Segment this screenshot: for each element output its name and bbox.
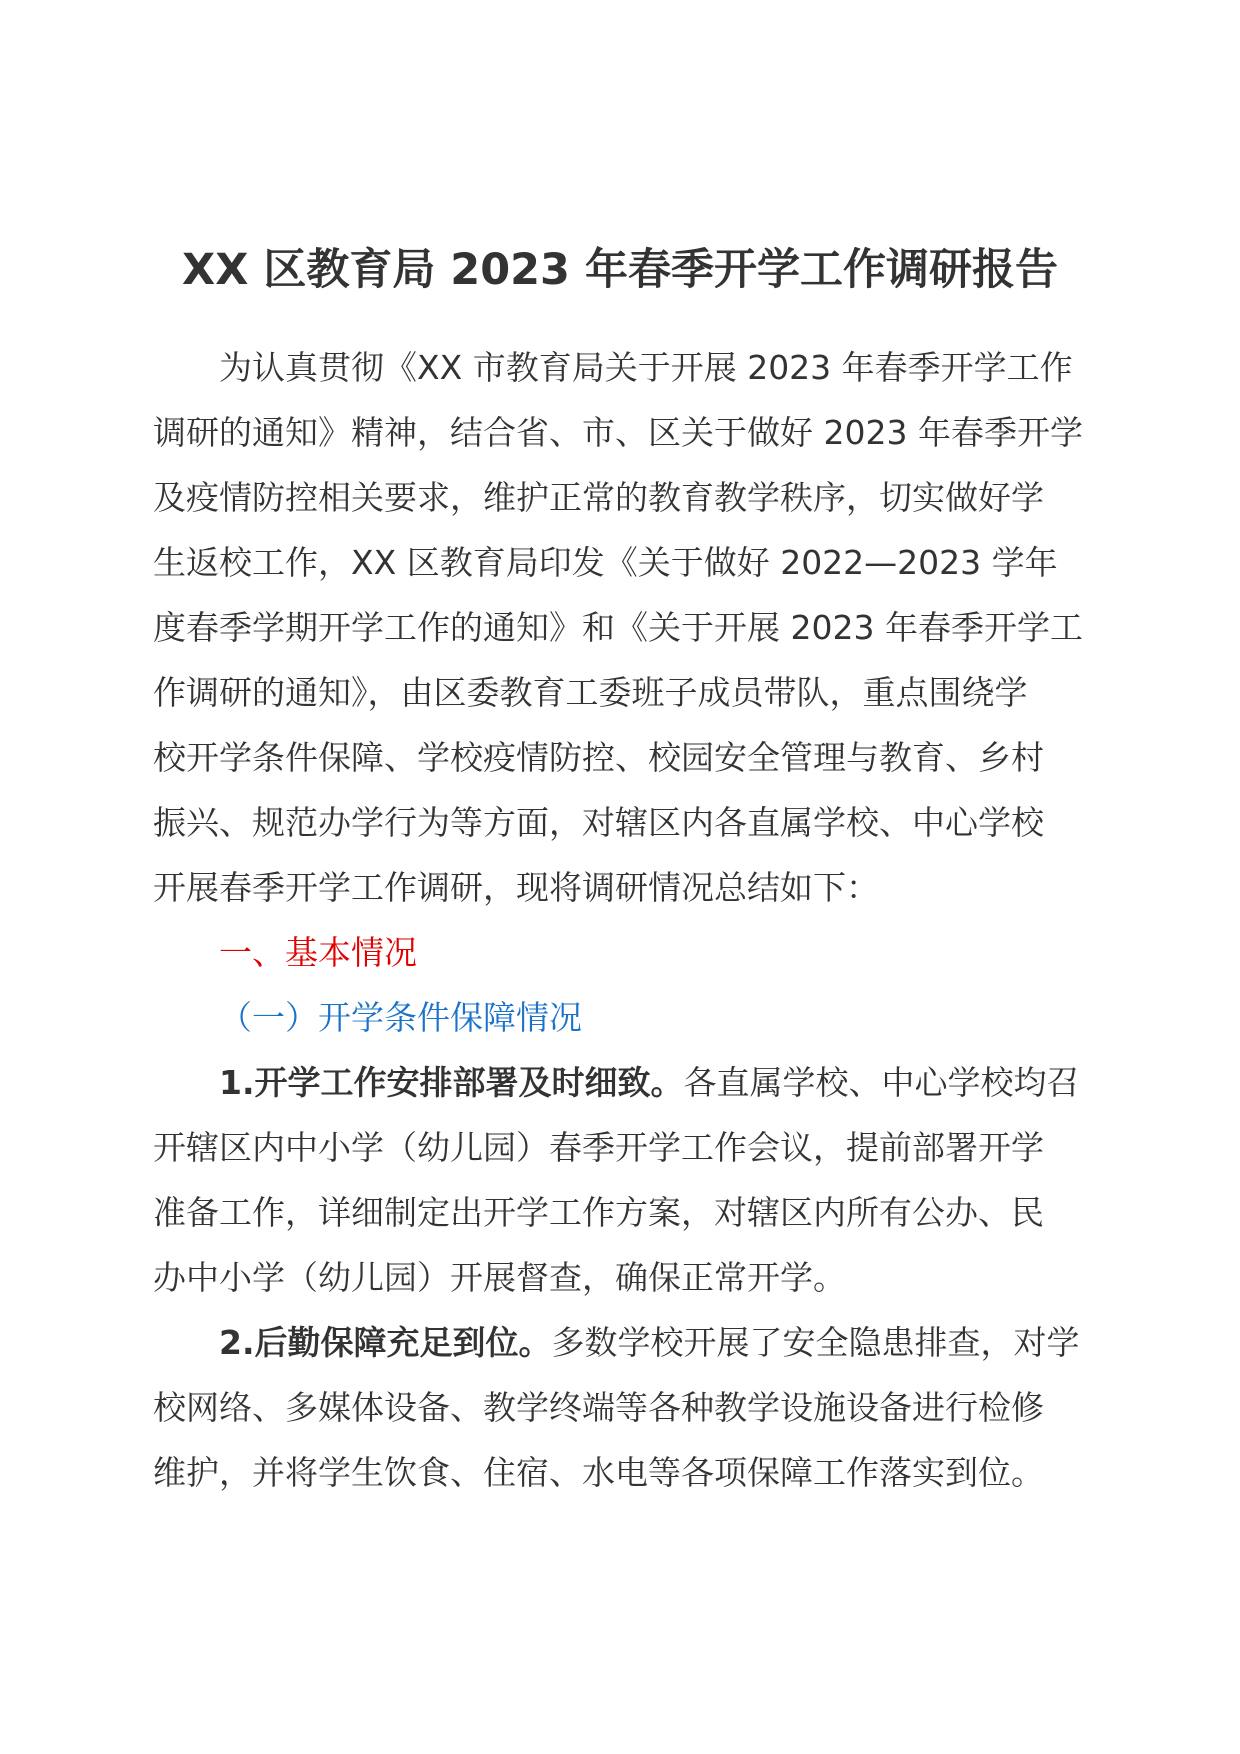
intro-paragraph [153,335,1093,920]
item-2-line: 维护，并将学生饮食、住宿、水电等各项保障工作落实到位。 [153,1453,1044,1492]
item-2-first-rest: 多数学校开展了安全隐患排查，对学 [551,1323,1080,1362]
intro-line: 为认真贯彻《XX 市教育局关于开展 2023 年春季开学工作 [219,348,1073,387]
intro-line: 生返校工作，XX 区教育局印发《关于做好 2022—2023 学年 [153,543,1058,582]
document-title: XX 区教育局 2023 年春季开学工作调研报告 [182,245,1058,295]
item-1-first-rest: 各直属学校、中心学校均召 [683,1063,1080,1102]
intro-line: 振兴、规范办学行为等方面，对辖区内各直属学校、中心学校 [153,803,1044,842]
section-heading-basic: 一、基本情况 [219,933,417,972]
item-1-lead: 1.开学工作安排部署及时细致。 [219,1063,684,1102]
intro-line: 开展春季开学工作调研，现将调研情况总结如下： [153,868,879,907]
item-1-first-line [153,1050,1093,1115]
intro-line: 作调研的通知》，由区委教育工委班子成员带队，重点围绕学 [153,673,1028,712]
intro-line: 度春季学期开学工作的通知》和《关于开展 2023 年春季开学工 [153,608,1083,647]
item-1-line: 准备工作，详细制定出开学工作方案，对辖区内所有公办、民 [153,1193,1044,1232]
item-2-line: 校网络、多媒体设备、教学终端等各种教学设施设备进行检修 [153,1388,1044,1427]
intro-line: 调研的通知》精神，结合省、市、区关于做好 2023 年春季开学 [153,413,1083,452]
item-1-paragraph [153,1050,1093,1310]
subsection-heading-conditions: （一）开学条件保障情况 [219,998,582,1037]
intro-line: 校开学条件保障、学校疫情防控、校园安全管理与教育、乡村 [153,738,1044,777]
document-body [153,335,1093,1505]
intro-line: 及疫情防控相关要求，维护正常的教育教学秩序，切实做好学 [153,478,1044,517]
item-1-line: 开辖区内中小学（幼儿园）春季开学工作会议，提前部署开学 [153,1128,1044,1167]
item-1-line: 办中小学（幼儿园）开展督查，确保正常开学。 [153,1258,846,1297]
item-2-first-line [153,1310,1093,1375]
item-2-paragraph [153,1310,1093,1505]
item-2-lead: 2.后勤保障充足到位。 [219,1323,552,1362]
